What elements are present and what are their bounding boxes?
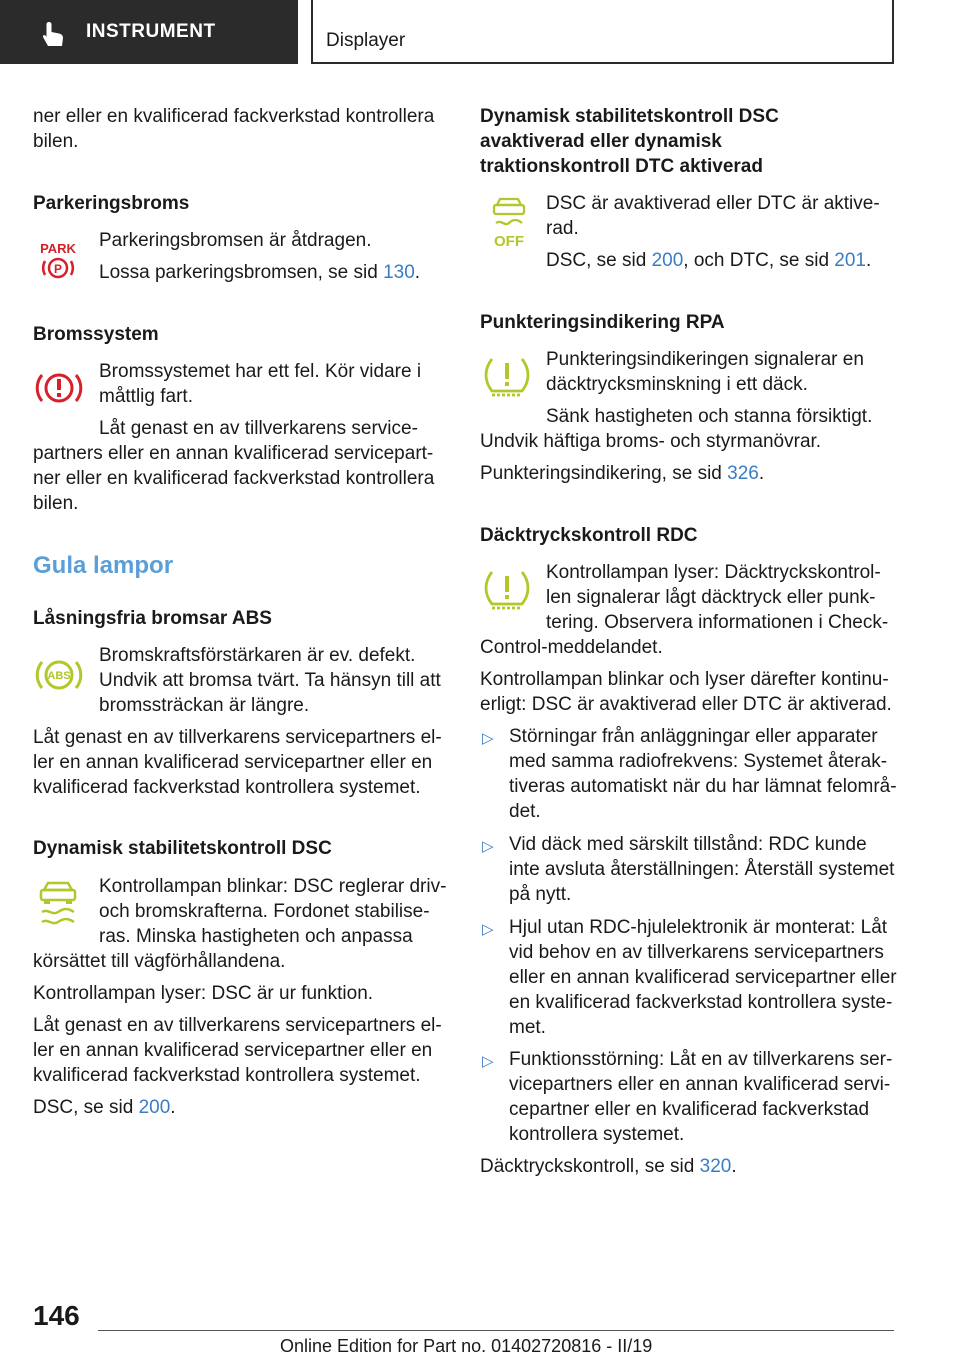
body-text: tering. Observera informationen i Check- xyxy=(546,612,889,633)
body-text: bilen. xyxy=(33,131,79,152)
hand-pointer-icon xyxy=(40,20,66,48)
section-heading: avaktiverad eller dynamisk xyxy=(480,131,722,152)
body-text: Låt genast en av tillverkarens servicepartners el- xyxy=(33,727,442,748)
bullet-text: eller en annan kvalificerad servicepartner eller xyxy=(509,967,897,988)
section-heading: Parkeringsbroms xyxy=(33,193,190,214)
bullet-text: på nytt. xyxy=(509,884,572,905)
section-heading: Däcktryckskontroll RDC xyxy=(480,525,698,546)
body-text: Kontrollampan lyser: DSC är ur funktion. xyxy=(33,983,374,1004)
yellow-lamps-heading: Gula lampor xyxy=(33,552,174,579)
abs-warning-icon xyxy=(34,654,84,696)
bullet-text: inte avsluta återställningen: Återställ systemet xyxy=(509,859,895,880)
body-text: Kontrollampan lyser: Däcktryckskontrol- xyxy=(546,562,881,583)
body-text: bromssträckan är längre. xyxy=(99,695,310,716)
parking-brake-icon xyxy=(36,240,80,280)
bullet-text: met. xyxy=(509,1017,546,1038)
body-text: erligt: DSC är avaktiverad eller DTC är aktiverad. xyxy=(480,694,892,715)
bullet-arrow-icon: ▷ xyxy=(482,921,494,938)
section-heading: Dynamisk stabilitetskontroll DSC xyxy=(33,838,332,859)
body-text: Däcktryckskontroll, se sid 320. xyxy=(480,1156,737,1177)
page-number: 146 xyxy=(33,1300,80,1331)
body-text: Bromssystemet har ett fel. Kör vidare i xyxy=(99,361,422,382)
section-heading: Bromssystem xyxy=(33,324,159,345)
body-text: ler en annan kvalificerad servicepartner eller en xyxy=(33,1040,433,1061)
body-text: Kontrollampan blinkar: DSC reglerar driv- xyxy=(99,876,447,897)
body-text: ras. Minska hastigheten och anpassa xyxy=(99,926,413,947)
tire-pressure-warning-icon xyxy=(482,353,532,399)
bullet-text: en kvalificerad fackverkstad kontrollera syste- xyxy=(509,992,893,1013)
body-text: Undvik att bromsa tvärt. Ta hänsyn till att xyxy=(99,670,441,691)
body-text: ler en annan kvalificerad servicepartner eller en xyxy=(33,752,433,773)
off-icon-text: OFF xyxy=(494,233,524,250)
body-text: Parkeringsbromsen är åtdragen. xyxy=(99,230,372,251)
body-text: partners eller en annan kvalificerad servicepart- xyxy=(33,443,434,464)
bullet-text: tiveras automatiskt när du har lämnat felområ- xyxy=(509,776,897,797)
bullet-text: vid behov en av tillverkarens servicepartners xyxy=(509,942,884,963)
body-text: Punkteringsindikering, se sid 326. xyxy=(480,463,765,484)
body-text: kvalificerad fackverkstad kontrollera systemet. xyxy=(33,1065,421,1086)
page-link[interactable]: 200 xyxy=(138,1097,171,1118)
bullet-text: kontrollera systemet. xyxy=(509,1124,685,1145)
bullet-arrow-icon: ▷ xyxy=(482,838,494,855)
bullet-text: Störningar från anläggningar eller apparater xyxy=(509,726,878,747)
body-text: DSC, se sid 200. xyxy=(33,1097,176,1118)
section-heading: traktionskontroll DTC aktiverad xyxy=(480,156,763,177)
dsc-off-icon xyxy=(487,196,531,250)
body-text: Låt genast en av tillverkarens service- xyxy=(99,418,418,439)
bullet-arrow-icon: ▷ xyxy=(482,1053,494,1070)
body-text: len signalerar lågt däcktryck eller punk- xyxy=(546,587,876,608)
bullet-text: vicepartners eller en annan kvalificerad servi- xyxy=(509,1074,891,1095)
bullet-text: med samma radiofrekvens: Systemet återak- xyxy=(509,751,888,772)
subsection-title: Displayer xyxy=(326,30,406,51)
body-text: ner eller en kvalificerad fackverkstad kontrollera xyxy=(33,106,435,127)
body-text: ner eller en kvalificerad fackverkstad kontrollera xyxy=(33,468,435,489)
body-text: Kontrollampan blinkar och lyser därefter kontinu- xyxy=(480,669,889,690)
edition-text: Online Edition for Part no. 01402720816 - II/19 xyxy=(280,1336,653,1356)
body-text: Undvik häftiga broms- och styrmanövrar. xyxy=(480,431,822,452)
svg-text:P: P xyxy=(53,262,63,276)
section-heading: Låsningsfria bromsar ABS xyxy=(33,608,272,629)
page-link[interactable]: 326 xyxy=(727,463,759,484)
dsc-car-skid-icon xyxy=(36,880,80,930)
body-text: Control-meddelandet. xyxy=(480,637,663,658)
body-text: körsättet till vägförhållandena. xyxy=(33,951,286,972)
body-text: kvalificerad fackverkstad kontrollera systemet. xyxy=(33,777,421,798)
body-text: Låt genast en av tillverkarens servicepartners el- xyxy=(33,1015,442,1036)
body-text: däcktrycksminskning i ett däck. xyxy=(546,374,808,395)
abs-icon-text: ABS xyxy=(47,670,71,682)
body-text: Punkteringsindikeringen signalerar en xyxy=(546,349,864,370)
body-text: Lossa parkeringsbromsen, se sid 130. xyxy=(99,262,421,283)
tire-pressure-monitor-icon xyxy=(482,566,532,612)
body-text: DSC, se sid 200, och DTC, se sid 201. xyxy=(546,250,872,271)
page-link[interactable]: 130 xyxy=(383,262,415,283)
bullet-text: Funktionsstörning: Låt en av tillverkarens ser- xyxy=(509,1049,893,1070)
section-heading: Punkteringsindikering RPA xyxy=(480,312,725,333)
page-link[interactable]: 320 xyxy=(699,1156,732,1177)
body-text: Bromskraftsförstärkaren är ev. defekt. xyxy=(99,645,416,666)
body-text: och bromskrafterna. Fordonet stabilise- xyxy=(99,901,430,922)
footer-divider xyxy=(98,1330,894,1331)
page-link[interactable]: 201 xyxy=(834,250,866,271)
brake-system-warning-icon xyxy=(34,367,84,409)
bullet-text: det. xyxy=(509,801,541,822)
body-text: Sänk hastigheten och stanna försiktigt. xyxy=(546,406,873,427)
bullet-text: Hjul utan RDC-hjulelektronik är monterat: Låt xyxy=(509,917,888,938)
header-subsection-box xyxy=(311,0,894,64)
park-icon-text: PARK xyxy=(40,241,76,256)
page-link[interactable]: 200 xyxy=(651,250,684,271)
header-section-tab xyxy=(0,0,298,64)
body-text: rad. xyxy=(546,218,579,239)
body-text: bilen. xyxy=(33,493,79,514)
bullet-text: Vid däck med särskilt tillstånd: RDC kunde xyxy=(509,834,867,855)
section-heading: Dynamisk stabilitetskontroll DSC xyxy=(480,106,779,127)
bullet-text: cepartner eller en kvalificerad fackverkstad xyxy=(509,1099,870,1120)
section-title: INSTRUMENT xyxy=(86,21,216,42)
bullet-arrow-icon: ▷ xyxy=(482,730,494,747)
body-text: måttlig fart. xyxy=(99,386,193,407)
body-text: DSC är avaktiverad eller DTC är aktive- xyxy=(546,193,880,214)
